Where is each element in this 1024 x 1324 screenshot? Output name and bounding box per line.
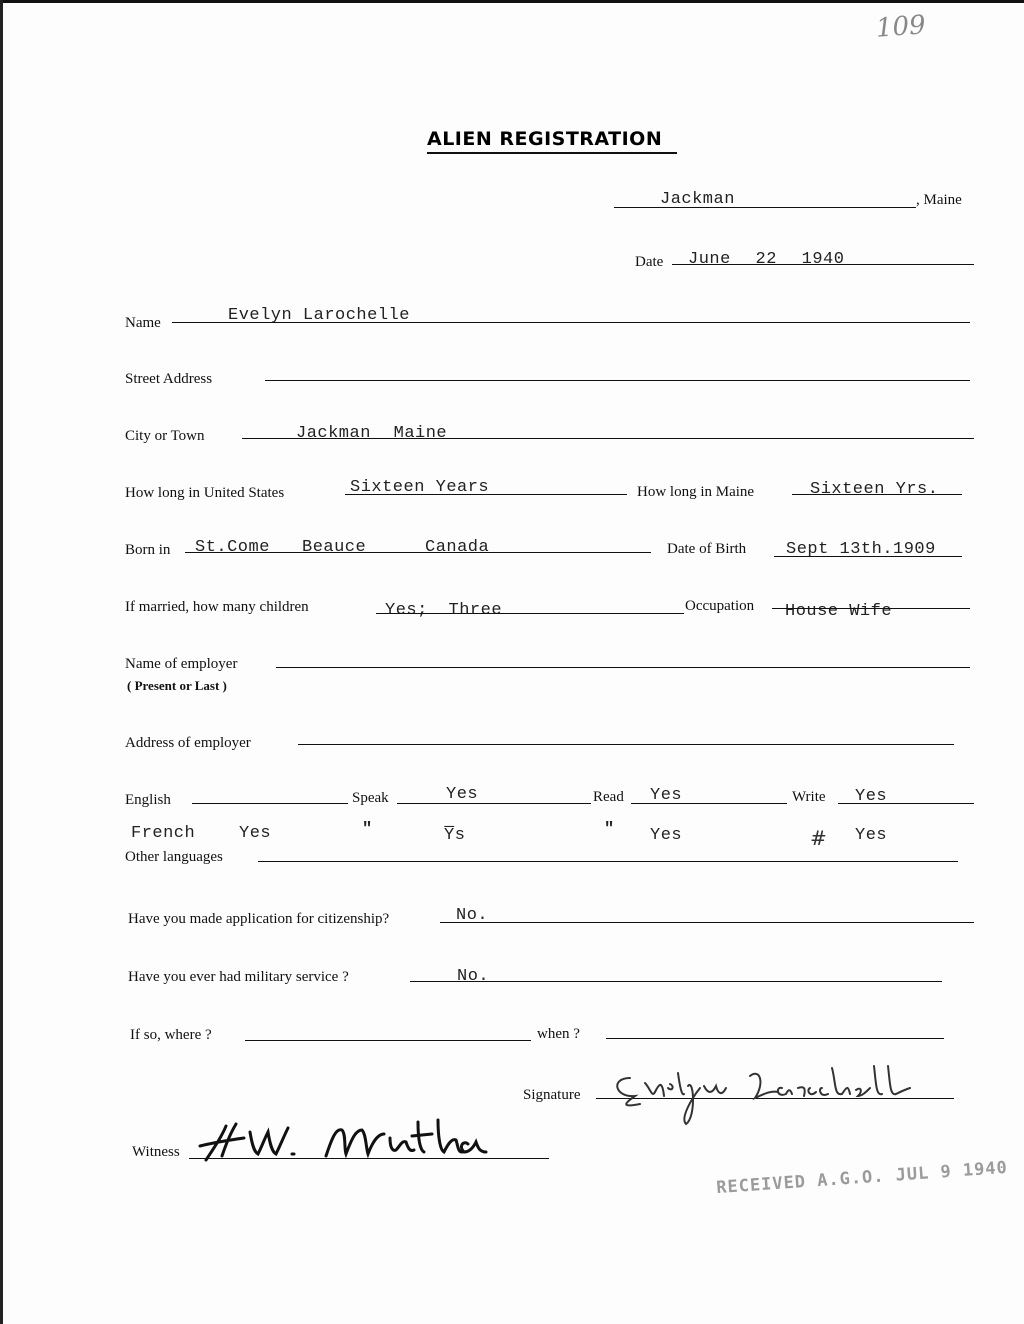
title-underline [427, 152, 677, 154]
english-speak-value: Yes [446, 785, 479, 804]
when-line [606, 1038, 944, 1039]
years-maine-line [792, 494, 962, 495]
years-us-label: How long in United States [125, 485, 285, 501]
employer-sublabel: ( Present or Last ) [127, 678, 227, 693]
other-read-value: Yes [650, 826, 683, 845]
english-label: English [125, 792, 171, 808]
occupation-label: Occupation [685, 598, 755, 614]
citizenship-line [440, 922, 974, 923]
signature-label: Signature [523, 1087, 581, 1103]
english-line [192, 803, 348, 804]
other-language-name: French [131, 824, 196, 843]
english-write-value: Yes [855, 787, 888, 806]
speak-ditto-mark: " [362, 820, 373, 839]
received-stamp: RECEIVED A.G.O. JUL 9 1940 [715, 1157, 1009, 1199]
town-value: Jackman [660, 190, 735, 209]
other-language-value: Yes [239, 824, 272, 843]
birth-date-label: Date of Birth [667, 541, 747, 557]
military-line [410, 981, 942, 982]
date-label: Date [635, 254, 664, 270]
read-line [631, 803, 787, 804]
born-line [185, 552, 651, 553]
write-label: Write [792, 789, 826, 805]
citizenship-label: Have you made application for citizenship? [128, 911, 390, 927]
town-line [614, 207, 916, 208]
name-line [172, 322, 970, 323]
other-write-value: Yes [855, 826, 888, 845]
military-label: Have you ever had military service ? [128, 969, 349, 985]
children-label: If married, how many children [125, 599, 309, 615]
speak-line [397, 803, 591, 804]
employer-address-label: Address of employer [125, 735, 251, 751]
employer-label: Name of employer [125, 656, 238, 672]
page-number: 109 [875, 10, 927, 44]
scan-border-top [0, 0, 1024, 3]
city-line [242, 438, 974, 439]
other-languages-label: Other languages [125, 849, 223, 865]
scan-border-left [0, 0, 3, 1324]
read-ditto-mark: " [604, 820, 615, 839]
years-maine-label: How long in Maine [637, 484, 755, 500]
military-value: No. [457, 967, 490, 986]
other-speak-value: Y̅s [444, 826, 466, 845]
date-line [672, 264, 974, 265]
street-line [265, 380, 970, 381]
born-place: St.Come [195, 538, 270, 557]
street-label: Street Address [125, 371, 213, 387]
witness-label: Witness [132, 1144, 180, 1160]
employer-address-line [298, 744, 954, 745]
write-line [838, 803, 974, 804]
children-value: Yes; Three [385, 601, 503, 620]
citizenship-value: No. [456, 906, 489, 925]
name-value: Evelyn Larochelle [228, 306, 410, 325]
born-county: Beauce [302, 538, 367, 557]
years-us-line [345, 494, 627, 495]
other-languages-line [258, 861, 958, 862]
occupation-value: House Wife [785, 602, 893, 621]
children-line [376, 613, 684, 614]
write-ditto-mark: # [810, 826, 827, 850]
english-read-value: Yes [650, 786, 683, 805]
city-value: Jackman Maine [296, 424, 448, 443]
form-title: ALIEN REGISTRATION [427, 128, 663, 150]
speak-label: Speak [352, 790, 389, 806]
witness-signature-image [186, 1108, 506, 1178]
city-label: City or Town [125, 428, 205, 444]
where-line [245, 1040, 531, 1041]
when-label: when ? [537, 1026, 580, 1042]
read-label: Read [593, 789, 624, 805]
years-us-value: Sixteen Years [350, 478, 490, 497]
years-maine-value: Sixteen Yrs. [810, 480, 939, 499]
occupation-line [772, 608, 970, 609]
born-label: Born in [125, 542, 171, 558]
date-value: June 22 1940 [688, 250, 845, 269]
employer-line [276, 667, 970, 668]
birth-date-value: Sept 13th.1909 [786, 540, 936, 559]
state-label: , Maine [916, 192, 962, 208]
signature-image [600, 1058, 950, 1128]
where-label: If so, where ? [130, 1027, 212, 1043]
birth-date-line [774, 556, 962, 557]
born-country: Canada [425, 538, 490, 557]
name-label: Name [125, 315, 161, 331]
